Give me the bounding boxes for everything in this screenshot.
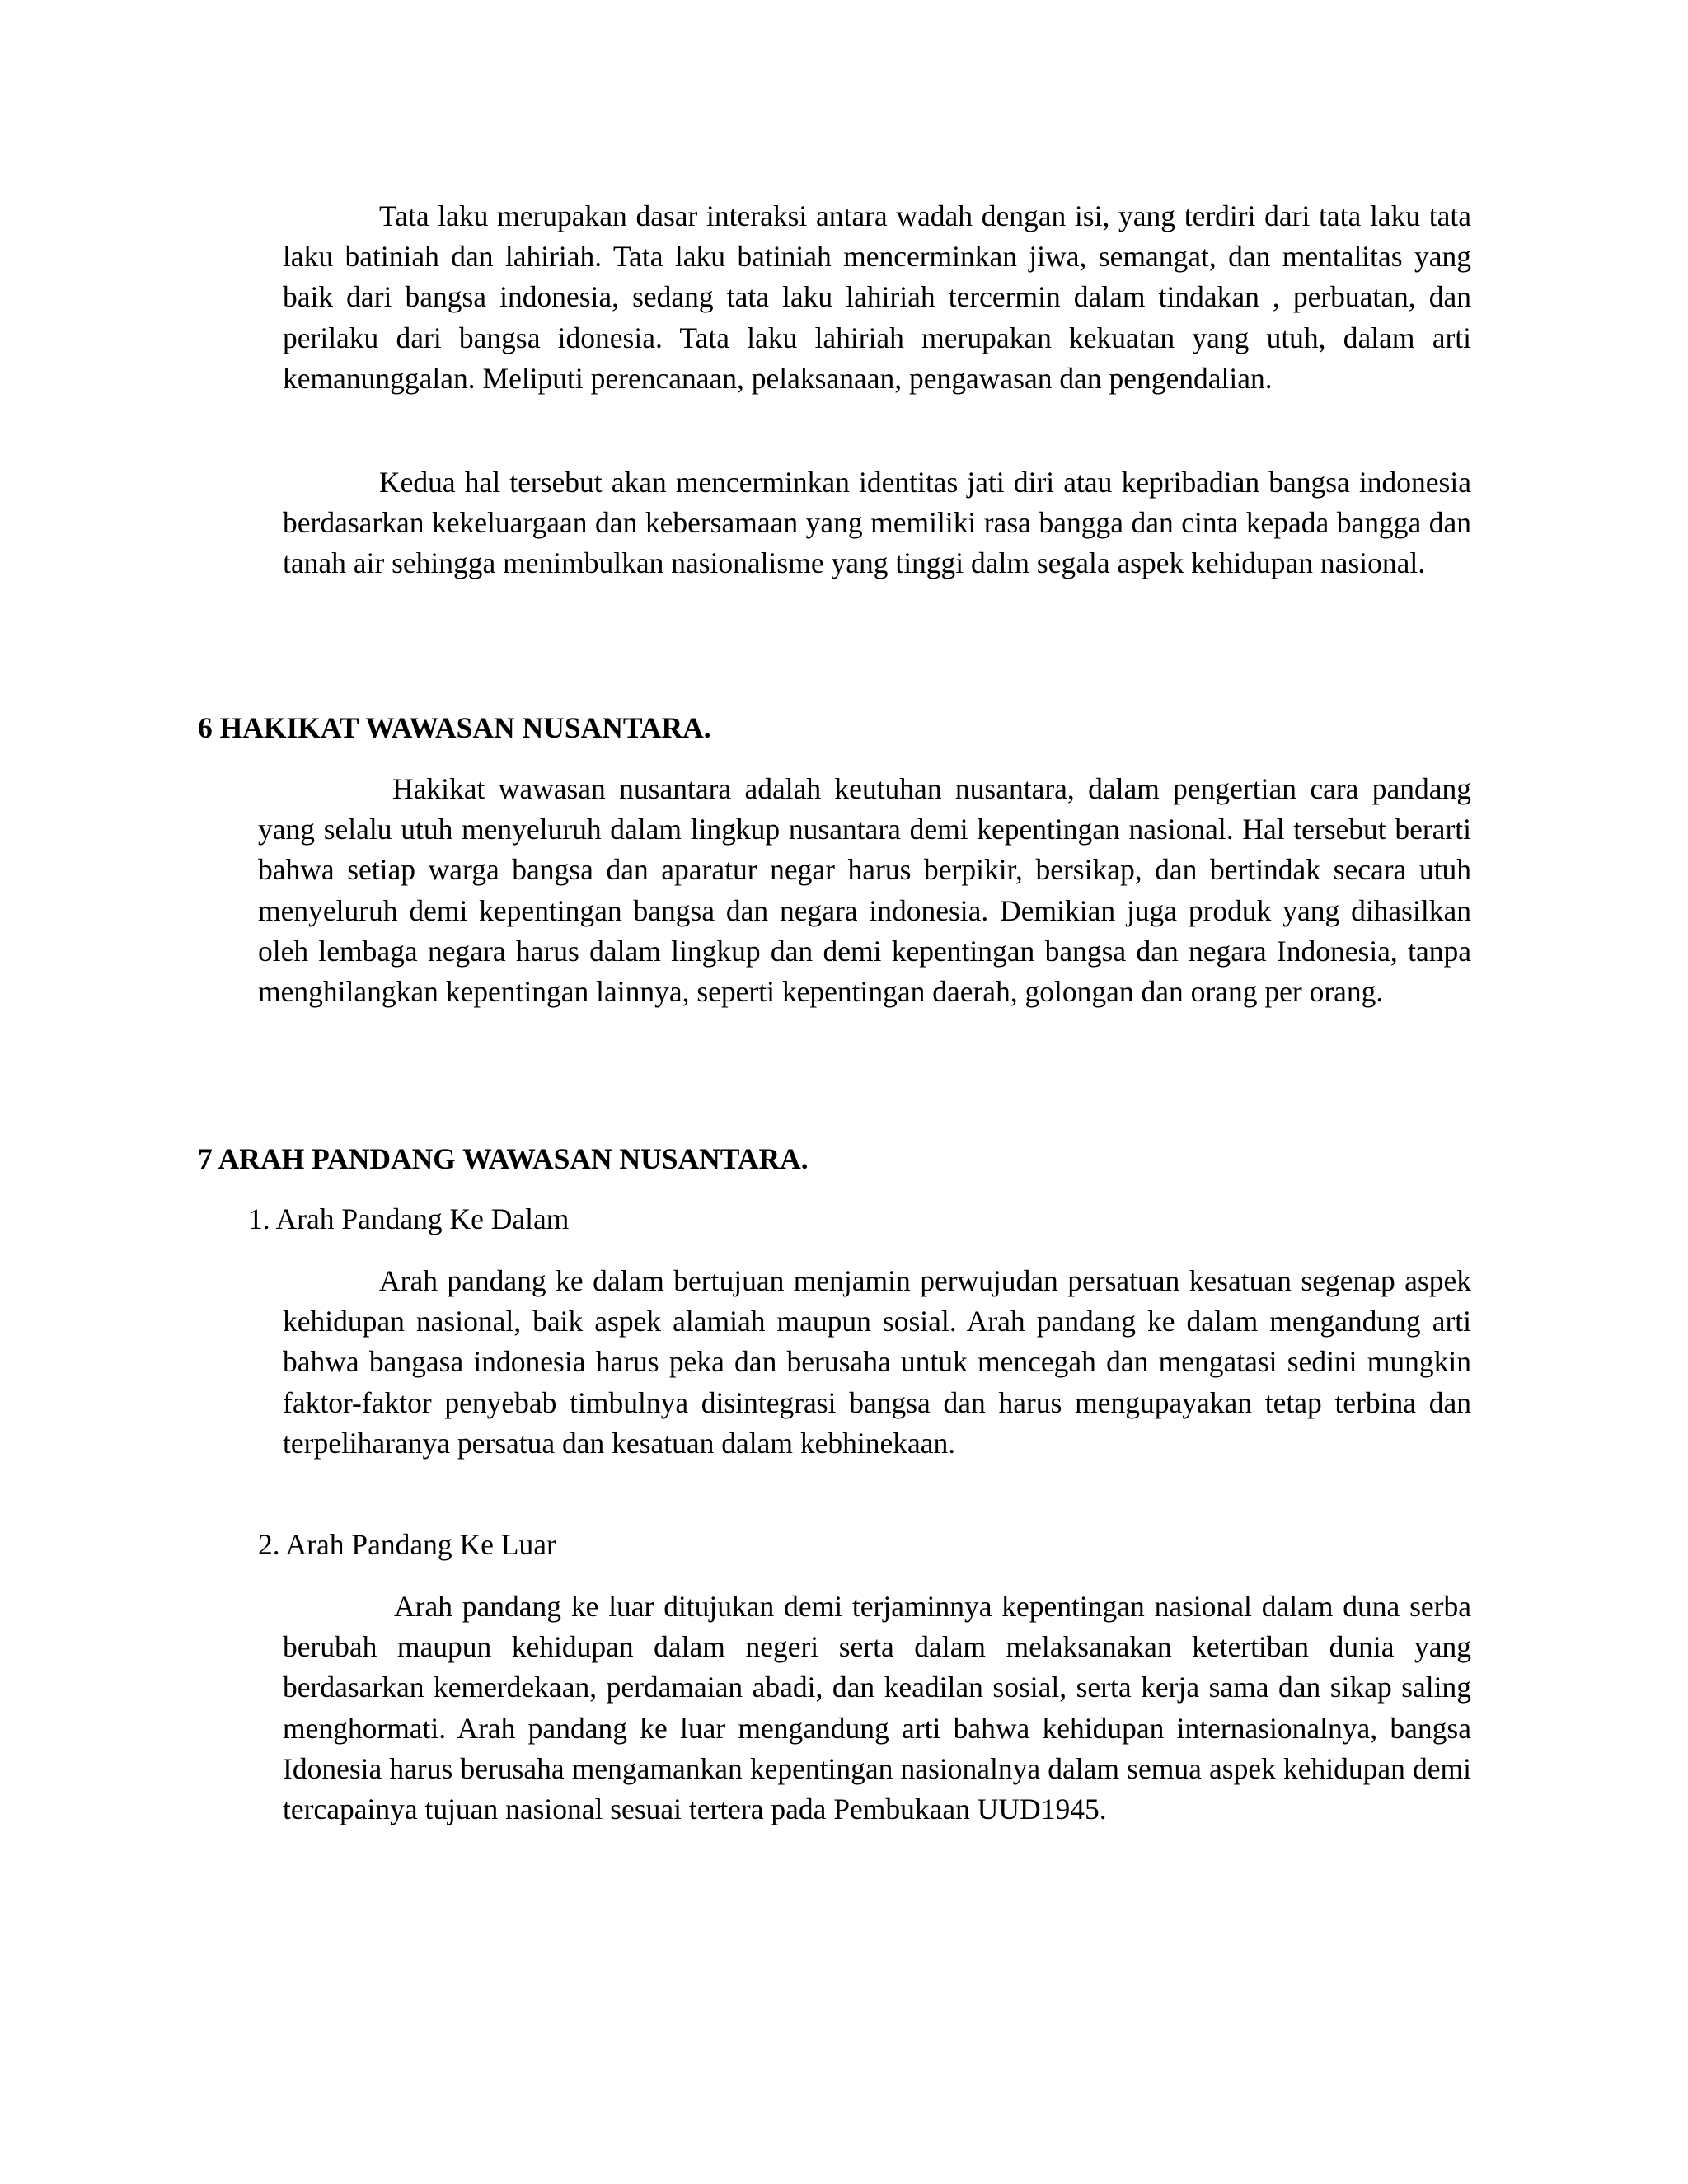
- subsection-1-body: Arah pandang ke dalam bertujuan menjamin perwujudan persatuan kesatuan segenap aspek kehidupan nasional, baik aspek alamiah maupun sosial. Arah pandang ke dalam mengandung arti bahwa bangasa indonesia harus peka dan berusaha untuk mencegah dan mengatasi sedini mungkin faktor-faktor penyebab timbulnya disintegrasi bangsa dan harus mengupayakan tetap terbina dan terpeliharanya persatua dan kesatuan dalam kebhinekaan.: [283, 1264, 1471, 1460]
- subsection-2-title: 2. Arah Pandang Ke Luar: [258, 1528, 556, 1561]
- paragraph-kedua-hal: Kedua hal tersebut akan mencerminkan identitas jati diri atau kepribadian bangsa indonesia berdasarkan kekeluargaan dan kebersamaan yang memiliki rasa bangga dan cinta kepada bangga dan tanah air sehingga menimbulkan nasionalisme yang tinggi dalm segala aspek kehidupan nasional.: [283, 466, 1471, 580]
- subsection-1-title: 1. Arah Pandang Ke Dalam: [248, 1202, 570, 1235]
- subsection-2-body: Arah pandang ke luar ditujukan demi terjaminnya kepentingan nasional dalam duna serba berubah maupun kehidupan dalam negeri serta dalam melaksanakan ketertiban dunia yang berdasarkan kemerdekaan, perdamaian abadi, dan keadilan sosial, serta kerja sama dan sikap saling menghormati. Arah pandang ke luar mengandung arti bahwa kehidupan internasionalnya, bangsa Idonesia harus berusaha mengamankan kepentingan nasionalnya dalam semua aspek kehidupan demi tercapainya tujuan nasional sesuai tertera pada Pembukaan UUD1945.: [283, 1590, 1471, 1826]
- section-6-heading: 6 HAKIKAT WAWASAN NUSANTARA.: [198, 711, 711, 744]
- section-6-body: Hakikat wawasan nusantara adalah keutuhan nusantara, dalam pengertian cara pandang yang selalu utuh menyeluruh dalam lingkup nusantara demi kepentingan nasional. Hal tersebut berarti bahwa setiap warga bangsa dan aparatur negar harus berpikir, bersikap, dan bertindak secara utuh menyeluruh demi kepentingan bangsa dan negara indonesia. Demikian juga produk yang dihasilkan oleh lembaga negara harus dalam lingkup dan demi kepentingan bangsa dan negara Indonesia, tanpa menghilangkan kepentingan lainnya, seperti kepentingan daerah, golongan dan orang per orang.: [258, 772, 1471, 1009]
- paragraph-tata-laku: Tata laku merupakan dasar interaksi antara wadah dengan isi, yang terdiri dari tata laku tata laku batiniah dan lahiriah. Tata laku batiniah mencerminkan jiwa, semangat, dan mentalitas yang baik dari bangsa indonesia, sedang tata laku lahiriah tercermin dalam tindakan , perbuatan, dan perilaku dari bangsa idonesia. Tata laku lahiriah merupakan kekuatan yang utuh, dalam arti kemanunggalan. Meliputi perencanaan, pelaksanaan, pengawasan dan pengendalian.: [283, 199, 1471, 395]
- section-7-heading: 7 ARAH PANDANG WAWASAN NUSANTARA.: [198, 1142, 809, 1175]
